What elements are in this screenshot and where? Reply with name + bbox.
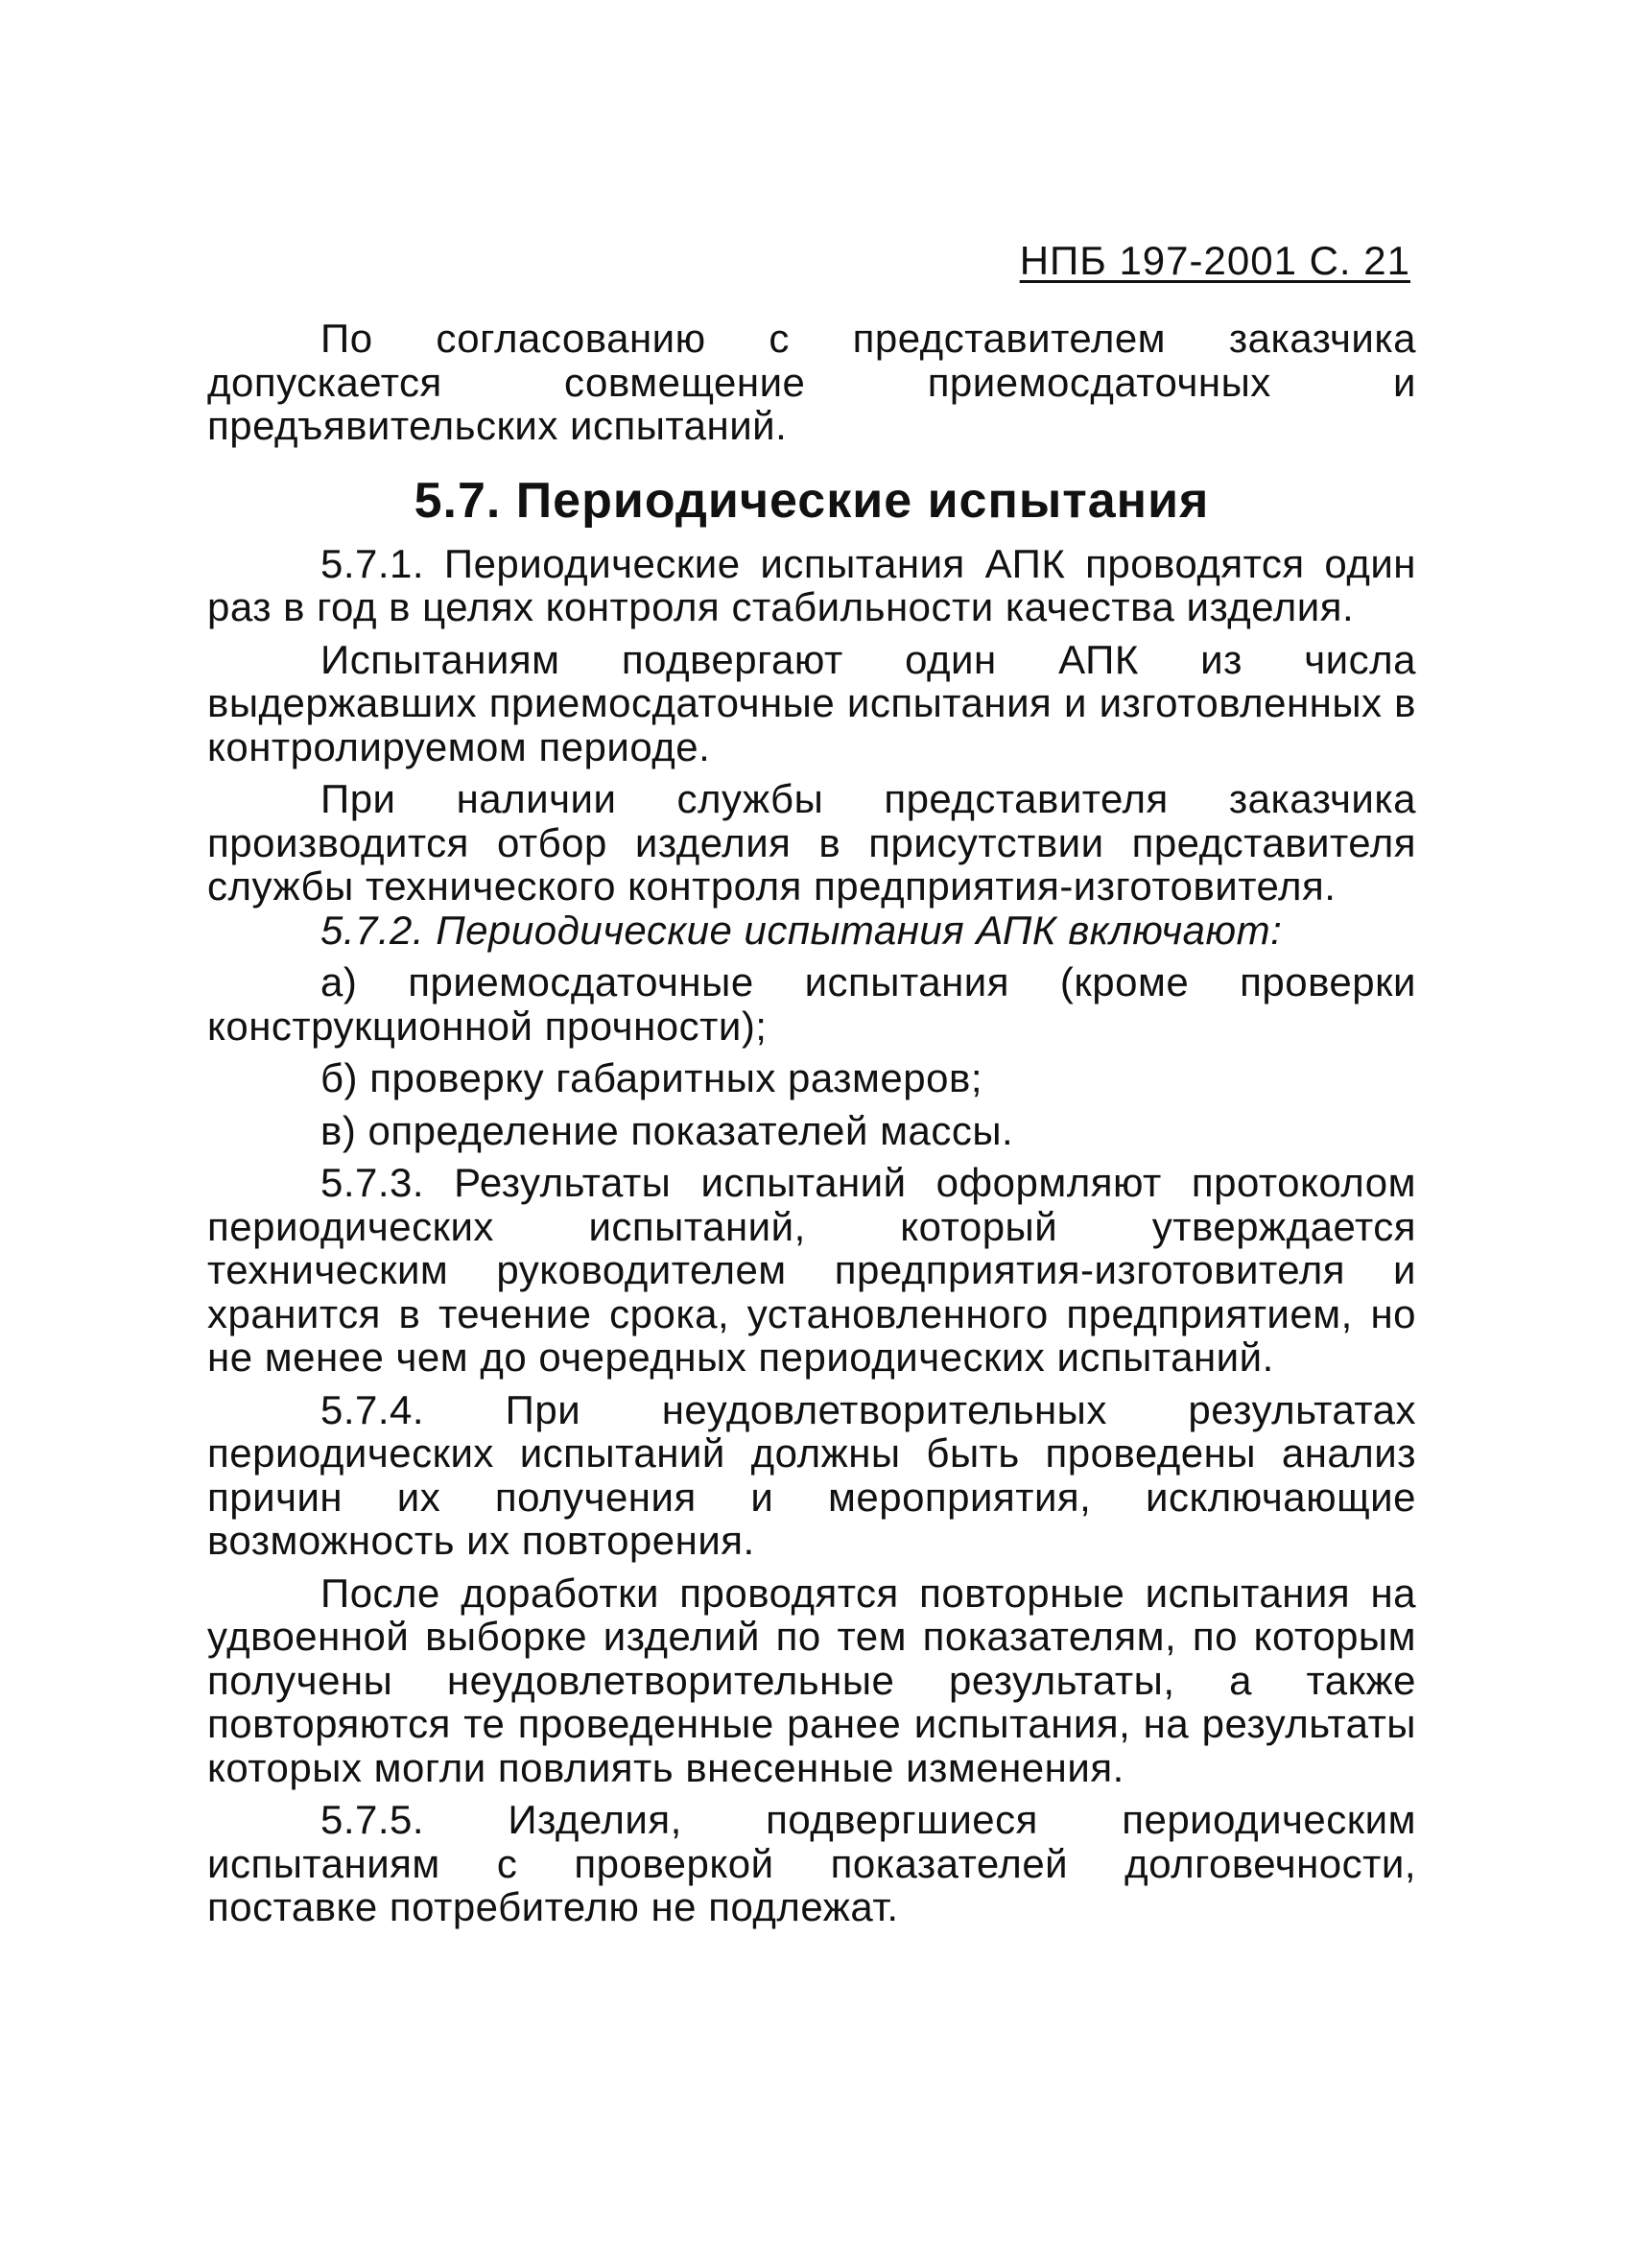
list-item-b: б) проверку габаритных размеров;	[320, 1055, 982, 1100]
list-item-a: а) приемосдаточные испытания (кроме проверки конструкционной прочности);	[207, 959, 1416, 1049]
paragraph-customer-service: При наличии службы представителя заказчика производится отбор изделия в присутствии представителя службы технического контроля предприятия-изготовителя.	[207, 776, 1416, 909]
paragraph-5-7-3: 5.7.3. Результаты испытаний оформляют протоколом периодических испытаний, который утверждается техническим руководителем предприятия-изготовителя и хранится в течение срока, установленного предприятием, но не менее чем до очередных периодических испытаний.	[207, 1160, 1416, 1380]
paragraph-5-7-1: 5.7.1. Периодические испытания АПК проводятся один раз в год в целях контроля стабильности качества изделия.	[207, 540, 1416, 629]
paragraph-5-7-4: 5.7.4. При неудовлетворительных результатах периодических испытаний должны быть проведены анализ причин их получения и мероприятия, исключающие возможность их повторения.	[207, 1386, 1416, 1563]
paragraph-rework: После доработки проводятся повторные испытания на удвоенной выборке изделий по тем показателям, по которым получены неудовлетворительные результаты, а также повторяются те проведенные ранее испытания, на результаты которых могли повлиять внесенные изменения.	[207, 1570, 1416, 1790]
intro-paragraph: По согласованию с представителем заказчика допускается совмещение приемосдаточных и предъявительских испытаний.	[207, 316, 1416, 448]
paragraph-tests-subject: Испытаниям подвергают один АПК из числа выдержавших приемосдаточные испытания и изготовленных в контролируемом периоде.	[207, 636, 1416, 769]
paragraph-5-7-5: 5.7.5. Изделия, подвергшиеся периодическим испытаниям с проверкой показателей долговечности, поставке потребителю не подлежат.	[207, 1797, 1416, 1929]
page-header-reference: НПБ 197-2001 С. 21	[1019, 238, 1410, 283]
page-body	[207, 317, 1416, 1929]
section-title: 5.7. Периодические испытания	[414, 472, 1210, 529]
list-item-c: в) определение показателей массы.	[320, 1107, 1014, 1153]
paragraph-5-7-2: 5.7.2. Периодические испытания АПК включают:	[320, 907, 1283, 953]
